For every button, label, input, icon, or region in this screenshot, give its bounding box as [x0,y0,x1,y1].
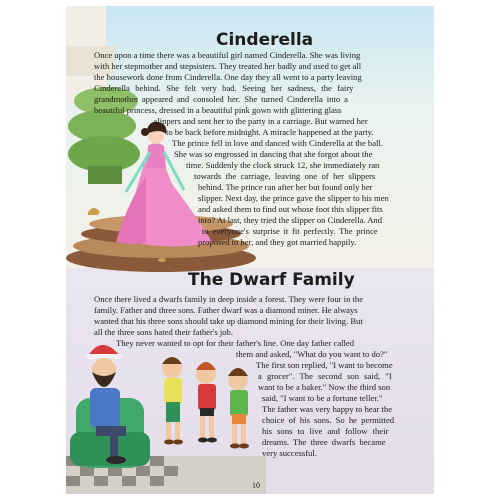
story-line: Cinderella behind. She felt very bad. Seeing her sadness, the fairy [94,83,354,93]
story-line: She was so engrossed in dancing that she forgot about the [174,149,373,159]
dwarf-family-title: The Dwarf Family [188,270,355,290]
story-line: them and asked, "What do you want to do?" [236,349,388,359]
story-line: Once upon a time there was a beautiful girl named Cinderella. She was living [94,50,361,60]
story-line: all the three sons hated their father's job. [94,327,234,337]
story-line: dreams. The three dwarfs became [262,437,386,447]
story-line: proposed to her, and they got married happily. [198,237,357,247]
story-line: very successful. [262,448,317,458]
dwarf-family-illustration [66,336,266,494]
story-line: The father was very happy to hear the [262,404,393,414]
story-line: slipper. Next day, the prince gave the slipper to his men [198,193,389,203]
story-line: They never wanted to opt for their father's line. One day father called [116,338,355,348]
story-line: the housework done from Cinderella. One day they all went to a party leaving [94,72,362,82]
book-page [66,6,434,494]
story-line: grandmother appeared and consoled her. She turned Cinderella into a [94,94,348,104]
story-line: slippers and sent her to the party in a carriage. But warned her [154,116,368,126]
story-line: The first son replied, "I want to become [256,360,393,370]
story-line: into? At last, they tried the slipper on Cinderella. And [198,215,383,225]
story-line: family. Father and three sons. Father dwarf was a diamond miner. He always [94,305,358,315]
page-number: 10 [252,481,260,490]
story-line: wanted that his three sons should take up diamond mining for their living. But [94,316,363,326]
story-line: beautiful princess, dressed in a beautiful pink gown with glittering glass [94,105,342,115]
story-line: with her stepmother and stepsisters. They treated her badly and used to get all [94,61,362,71]
story-line: time. Suddenly the clock struck 12, she immediately ran [186,160,380,170]
story-line: The prince fell in love and danced with Cinderella at the ball. [172,138,383,148]
story-line: to be back before midnight. A miracle happened at the party. [166,127,374,137]
story-line: choice of his sons. So he permitted [262,415,395,425]
story-line: his sons to live and follow their [262,426,389,436]
story-line: towards the carriage, leaving one of her slippers [194,171,376,181]
cinderella-title: Cinderella [216,30,314,50]
story-line: said, "I want to be a fortune teller." [262,393,383,403]
story-line: a grocer". The second son said, "I [258,371,392,381]
story-line: want to be a baker." Now the third son [258,382,391,392]
story-line: behind. The prince ran after her but found only her [198,182,373,192]
story-line: to everyone's surprise it fit perfectly. The prince [202,226,378,236]
story-line: and asked them to find out whose foot this slipper fits [198,204,383,214]
story-line: Once there lived a dwarfs family in deep inside a forest. They were four in the [94,294,364,304]
